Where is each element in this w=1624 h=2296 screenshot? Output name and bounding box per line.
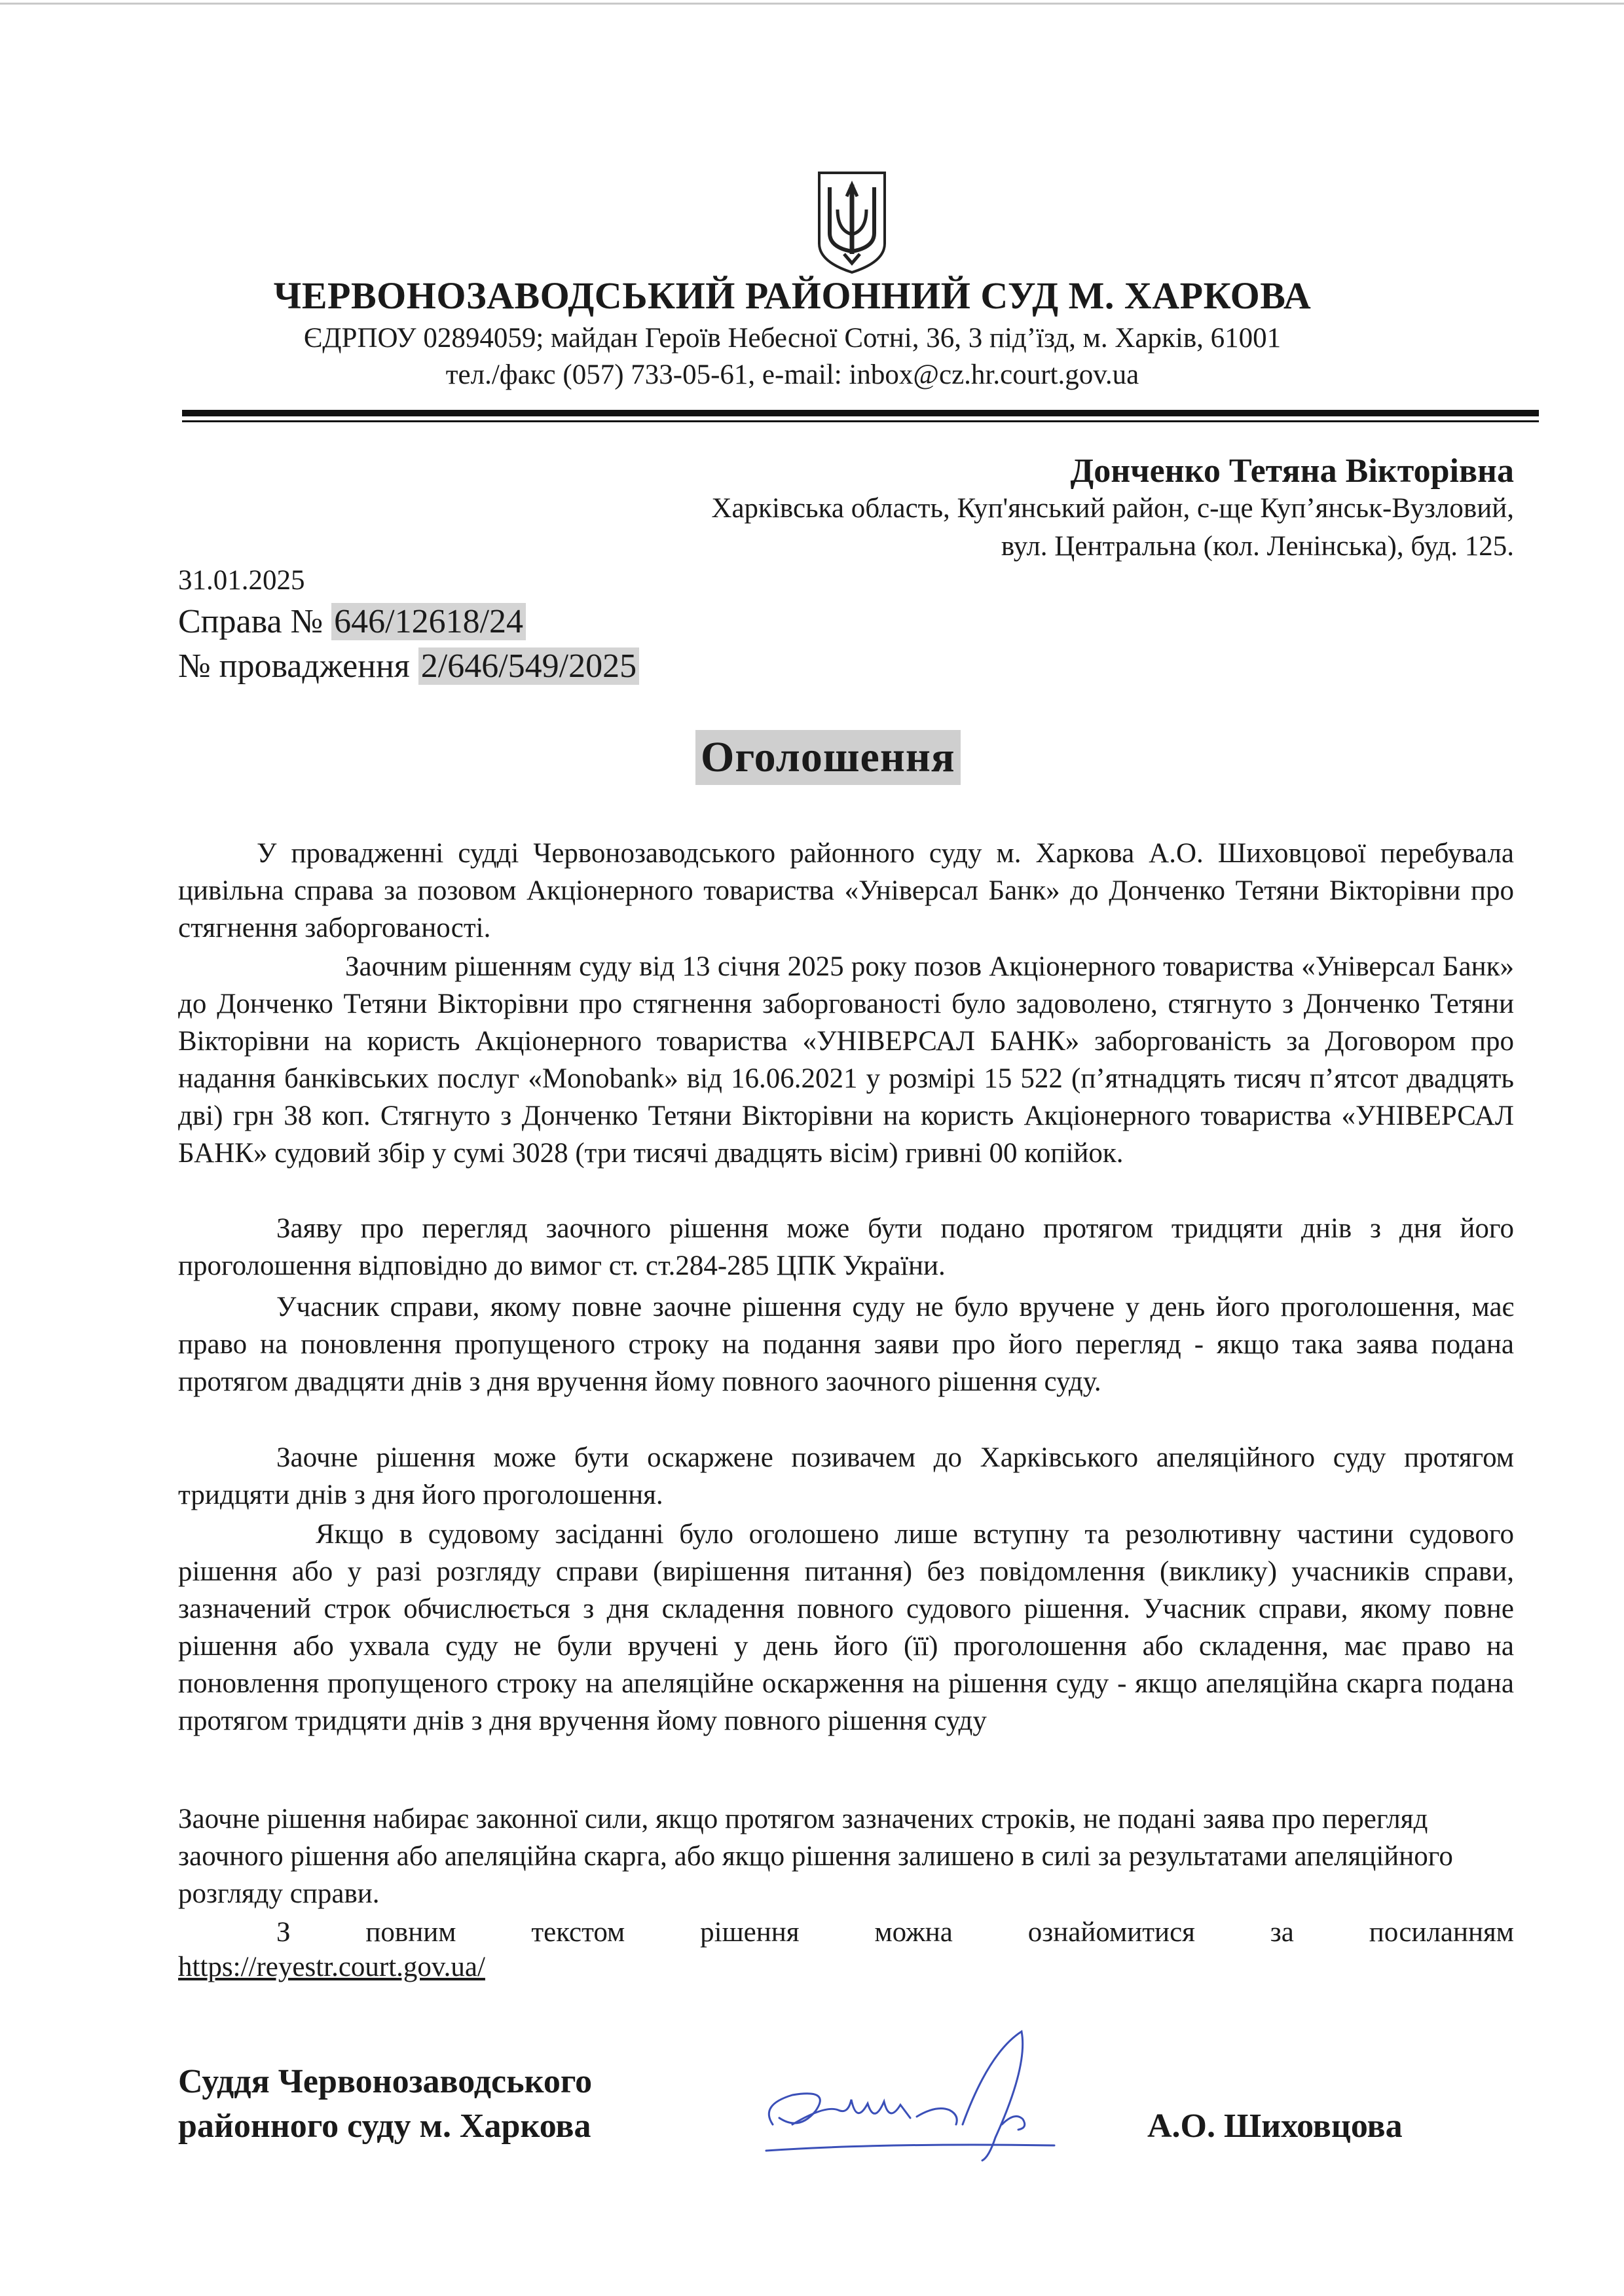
paragraph-appeal-term: Якщо в судовому засіданні було оголошено лише вступну та резолютивну частини судового рішення або у разі розгляду справи (вирішення питання) без повідомлення (виклику) учасників справи, зазначений строк обчислюється з дня складення повного судового рішення. Учасник справи, якому повне рішення або ухвала суду не були вручені у день його (її) проголошення або складення, має право на поновлення пропущеного строку на апеляційне оскарження на рішення суду - якщо апеляційна скарга подана протягом тридцяти днів з дня вручення йому повного рішення суду: [178, 1519, 1514, 1736]
paragraph-term-renewal: Учасник справи, якому повне заочне рішення суду не було вручене у день його проголошення, має право на поновлення пропущеного строку на подання заяви про його перегляд - якщо така заява подана протягом двадцяти днів з дня вручення йому повного заочного рішення суду.: [178, 1292, 1514, 1397]
judge-title-line2: районного суду м. Харкова: [178, 2107, 591, 2145]
top-border-line: [0, 3, 1624, 5]
trident-emblem-icon: [815, 170, 889, 275]
header-divider-thick: [182, 410, 1539, 416]
handwritten-signature: [753, 2026, 1094, 2164]
addressee-address-line1: Харківська область, Куп'янський район, с-ще Куп’янськ-Вузловий,: [711, 493, 1514, 524]
paragraph-review-application: Заяву про перегляд заочного рішення може бути подано протягом тридцяти днів з дня його проголошення відповідно до вимог ст. ст.284-285 ЦПК України.: [178, 1213, 1514, 1281]
court-contacts: тел./факс (057) 733-05-61, e-mail: inbox@cz.hr.court.gov.ua: [445, 359, 1139, 390]
registry-link[interactable]: https://reyestr.court.gov.ua/: [178, 1952, 485, 1982]
paragraph-appeal-plaintiff: Заочне рішення може бути оскаржене позивачем до Харківського апеляційного суду протягом тридцяти днів з дня його проголошення.: [178, 1442, 1514, 1510]
case-number: 646/12618/24: [331, 603, 526, 640]
paragraph-case-intro: У провадженні судді Червонозаводського районного суду м. Харкова А.О. Шиховцової перебувала цивільна справа за позовом Акціонерного товариства «Універсал Банк» до Донченко Тетяни Вікторівни про стягнення заборгованості.: [178, 838, 1514, 943]
paragraph-full-text: З повним текстом рішення можна ознайомитися за посиланням: [276, 1917, 1514, 1948]
header-divider-thin: [182, 420, 1539, 422]
proceeding-number: 2/646/549/2025: [418, 647, 639, 685]
judge-name: А.О. Шиховцова: [1147, 2107, 1403, 2145]
court-name: ЧЕРВОНОЗАВОДСЬКИЙ РАЙОННИЙ СУД М. ХАРКОВА: [273, 274, 1312, 317]
addressee-name: Донченко Тетяна Вікторівна: [1070, 452, 1514, 490]
court-registration-address: ЄДРПОУ 02894059; майдан Героїв Небесної Сотні, 36, 3 під’їзд, м. Харків, 61001: [303, 323, 1282, 354]
paragraph-default-judgment: Заочним рішенням суду від 13 січня 2025 року позов Акціонерного товариства «Універсал Банк» до Донченко Тетяни Вікторівни про стягнення заборгованості було задоволено, стягнуто з Донченко Тетяни Вікторівни на користь Акціонерного товариства «УНІВЕРСАЛ БАНК» заборгованість за Договором про надання банківських послуг «Monobank» від 16.06.2021 у розмірі 15 522 (п’ятнадцять тисяч п’ятсот двадцять дві) грн 38 коп. Стягнуто з Донченко Тетяни Вікторівни на користь Акціонерного товариства «УНІВЕРСАЛ БАНК» судовий збір у сумі 3028 (три тисячі двадцять вісім) гривні 00 копійок.: [178, 951, 1514, 1169]
addressee-address-line2: вул. Центральна (кол. Ленінська), буд. 125.: [1001, 531, 1514, 562]
document-date: 31.01.2025: [178, 565, 305, 596]
proceeding-label: № провадження: [178, 647, 410, 685]
case-number-line: [178, 602, 526, 641]
judge-title-line1: Суддя Червонозаводського: [178, 2063, 593, 2100]
paragraph-legal-force: Заочне рішення набирає законної сили, якщо протягом зазначених строків, не подані заява про перегляд заочного рішення або апеляційна скарга, або якщо рішення залишено в силі за результатами апеляційного розгляду справи.: [178, 1804, 1453, 1909]
announcement-title: Оголошення: [695, 730, 961, 785]
proceeding-number-line: [178, 647, 639, 685]
case-label: Справа №: [178, 603, 323, 640]
